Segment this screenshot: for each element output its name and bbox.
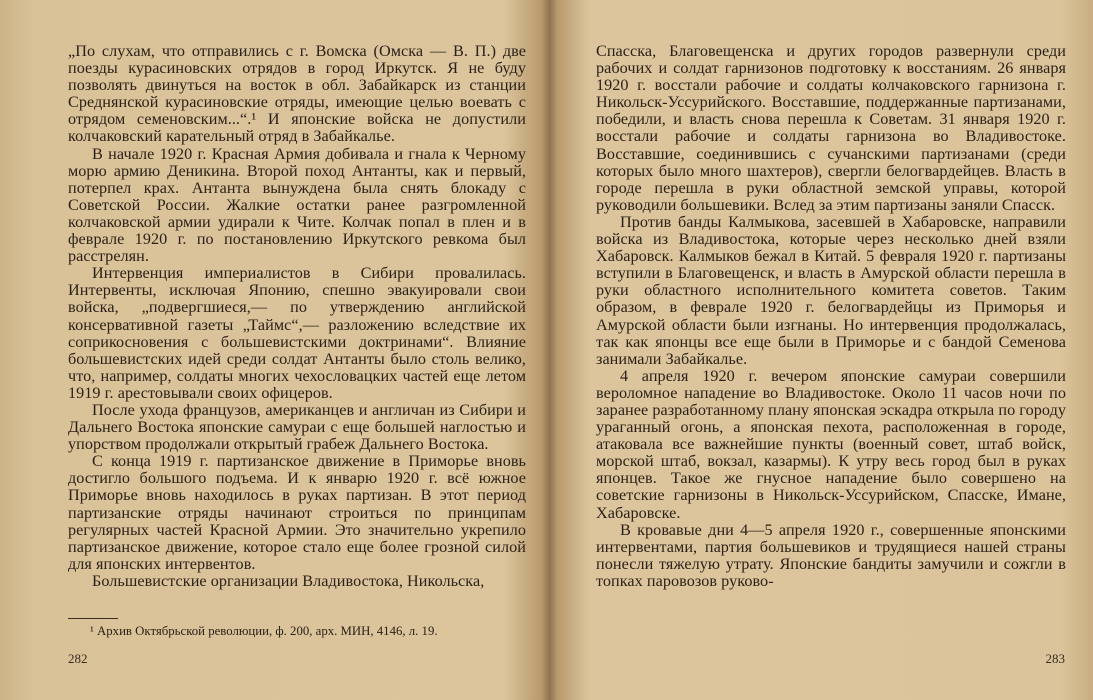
page-number-right: 283 xyxy=(1045,651,1065,666)
footnote: ¹ Архив Октябрьской революции, ф. 200, арх. МИН, 4146, л. 19. xyxy=(90,624,438,638)
right-page-text xyxy=(596,43,1066,590)
paragraph: Спасска, Благовещенска и других городов развернули среди рабочих и солдат гарнизонов подготовку к восстаниям. 26 января 1920 г. восстали рабочие и солдаты колчаковского гарнизона г. Никольск-Уссурийского. Восставшие, поддержанные партизанами, победили, и власть снова перешла к Советам. 31 января 1920 г. восстали рабочие и солдаты гарнизона во Владивостоке. Восставшие, соединившись с сучанскими партизанами (среди которых было много шахтеров), свергли белогвардейцев. Власть в городе перешла в руки областной земской управы, которой руководили большевики. Вслед за этим партизаны заняли Спасск. xyxy=(596,42,1066,214)
paragraph: „По слухам, что отправились с г. Вомска (Омска — В. П.) две поезды курасиновских отрядов в город Иркутск. Я не буду позволять двинуться на восток в обл. Забайкарск из станции Среднянской курасиновские отряды, имеющие целью воевать с отрядом семеновским...“.¹ И японские войска не допустили колчаковский карательный отряд в Забайкалье. xyxy=(68,42,526,146)
page-number-left: 282 xyxy=(68,651,88,666)
paragraph: Против банды Калмыкова, засевшей в Хабаровске, направили войска из Владивостока, которые через несколько дней взяли Хабаровск. Калмыков бежал в Китай. 5 февраля 1920 г. партизаны вступили в Благовещенск, и власть в Амурской области перешла в руки областного исполнительного комитета советов. Таким образом, в феврале 1920 г. белогвардейцы из Приморья и Амурской области были изгнаны. Но интервенция продолжалась, так как японцы все еще были в Приморье и с бандой Семенова занимали Забайкалье. xyxy=(596,212,1066,368)
paragraph: В кровавые дни 4—5 апреля 1920 г., совершенные японскими интервентами, партия большевиков и трудящиеся нашей страны понесли тяжелую утрату. Японские бандиты замучили и сожгли в топках паровозов руково- xyxy=(596,520,1066,590)
paragraph: С конца 1919 г. партизанское движение в Приморье вновь достигло большого подъема. И к январю 1920 г. всё южное Приморье вновь находилось в руках партизан. В этот период партизанские отряды начинают строиться по принципам регулярных частей Красной Армии. Это значительно укрепило партизанское движение, которое стало еще более грозной силой для японских интервентов. xyxy=(68,452,526,573)
paragraph: Интервенция империалистов в Сибири провалилась. Интервенты, исключая Японию, спешно эвакуировали свои войска, „подвергшиеся,— по утверждению английской консервативной газеты „Таймс“,— разложению вследствие их соприкосновения с большевистскими доктринами“. Влияние большевистских идей среди солдат Антанты было столь велико, что, например, солдаты многих чехословацких частей еще летом 1919 г. арестовывали своих офицеров. xyxy=(68,264,526,402)
paragraph: 4 апреля 1920 г. вечером японские самураи совершили вероломное нападение во Владивостоке. Около 11 часов ночи по заранее разработанному плану японская эскадра открыла по городу ураганный огонь, а японская пехота, расположенная в городе, атаковала все важнейшие пункты (военный совет, штаб войск, морской штаб, вокзал, казармы). К утру весь город был в руках японцев. Такое же гнусное нападение было совершено на советские гарнизоны в Никольск-Уссурийском, Спасске, Имане, Хабаровске. xyxy=(596,366,1066,522)
footnote-divider xyxy=(68,618,118,619)
paragraph: После ухода французов, американцев и англичан из Сибири и Дальнего Востока японские самураи с еще большей наглостью и упорством продолжали открытый грабеж Дальнего Востока. xyxy=(68,400,526,454)
left-page-text xyxy=(68,43,526,590)
right-page xyxy=(548,0,1093,700)
paragraph: В начале 1920 г. Красная Армия добивала и гнала к Черному морю армию Деникина. Второй поход Антанты, как и первый, потерпел крах. Антанта вынуждена была снять блокаду с Советской России. Жалкие остатки ранее разгромленной колчаковской армии удирали к Чите. Колчак попал в плен и в феврале 1920 г. по постановлению Иркутского ревкома был расстрелян. xyxy=(68,144,526,266)
paragraph: Большевистские организации Владивостока, Никольска, xyxy=(92,571,485,590)
